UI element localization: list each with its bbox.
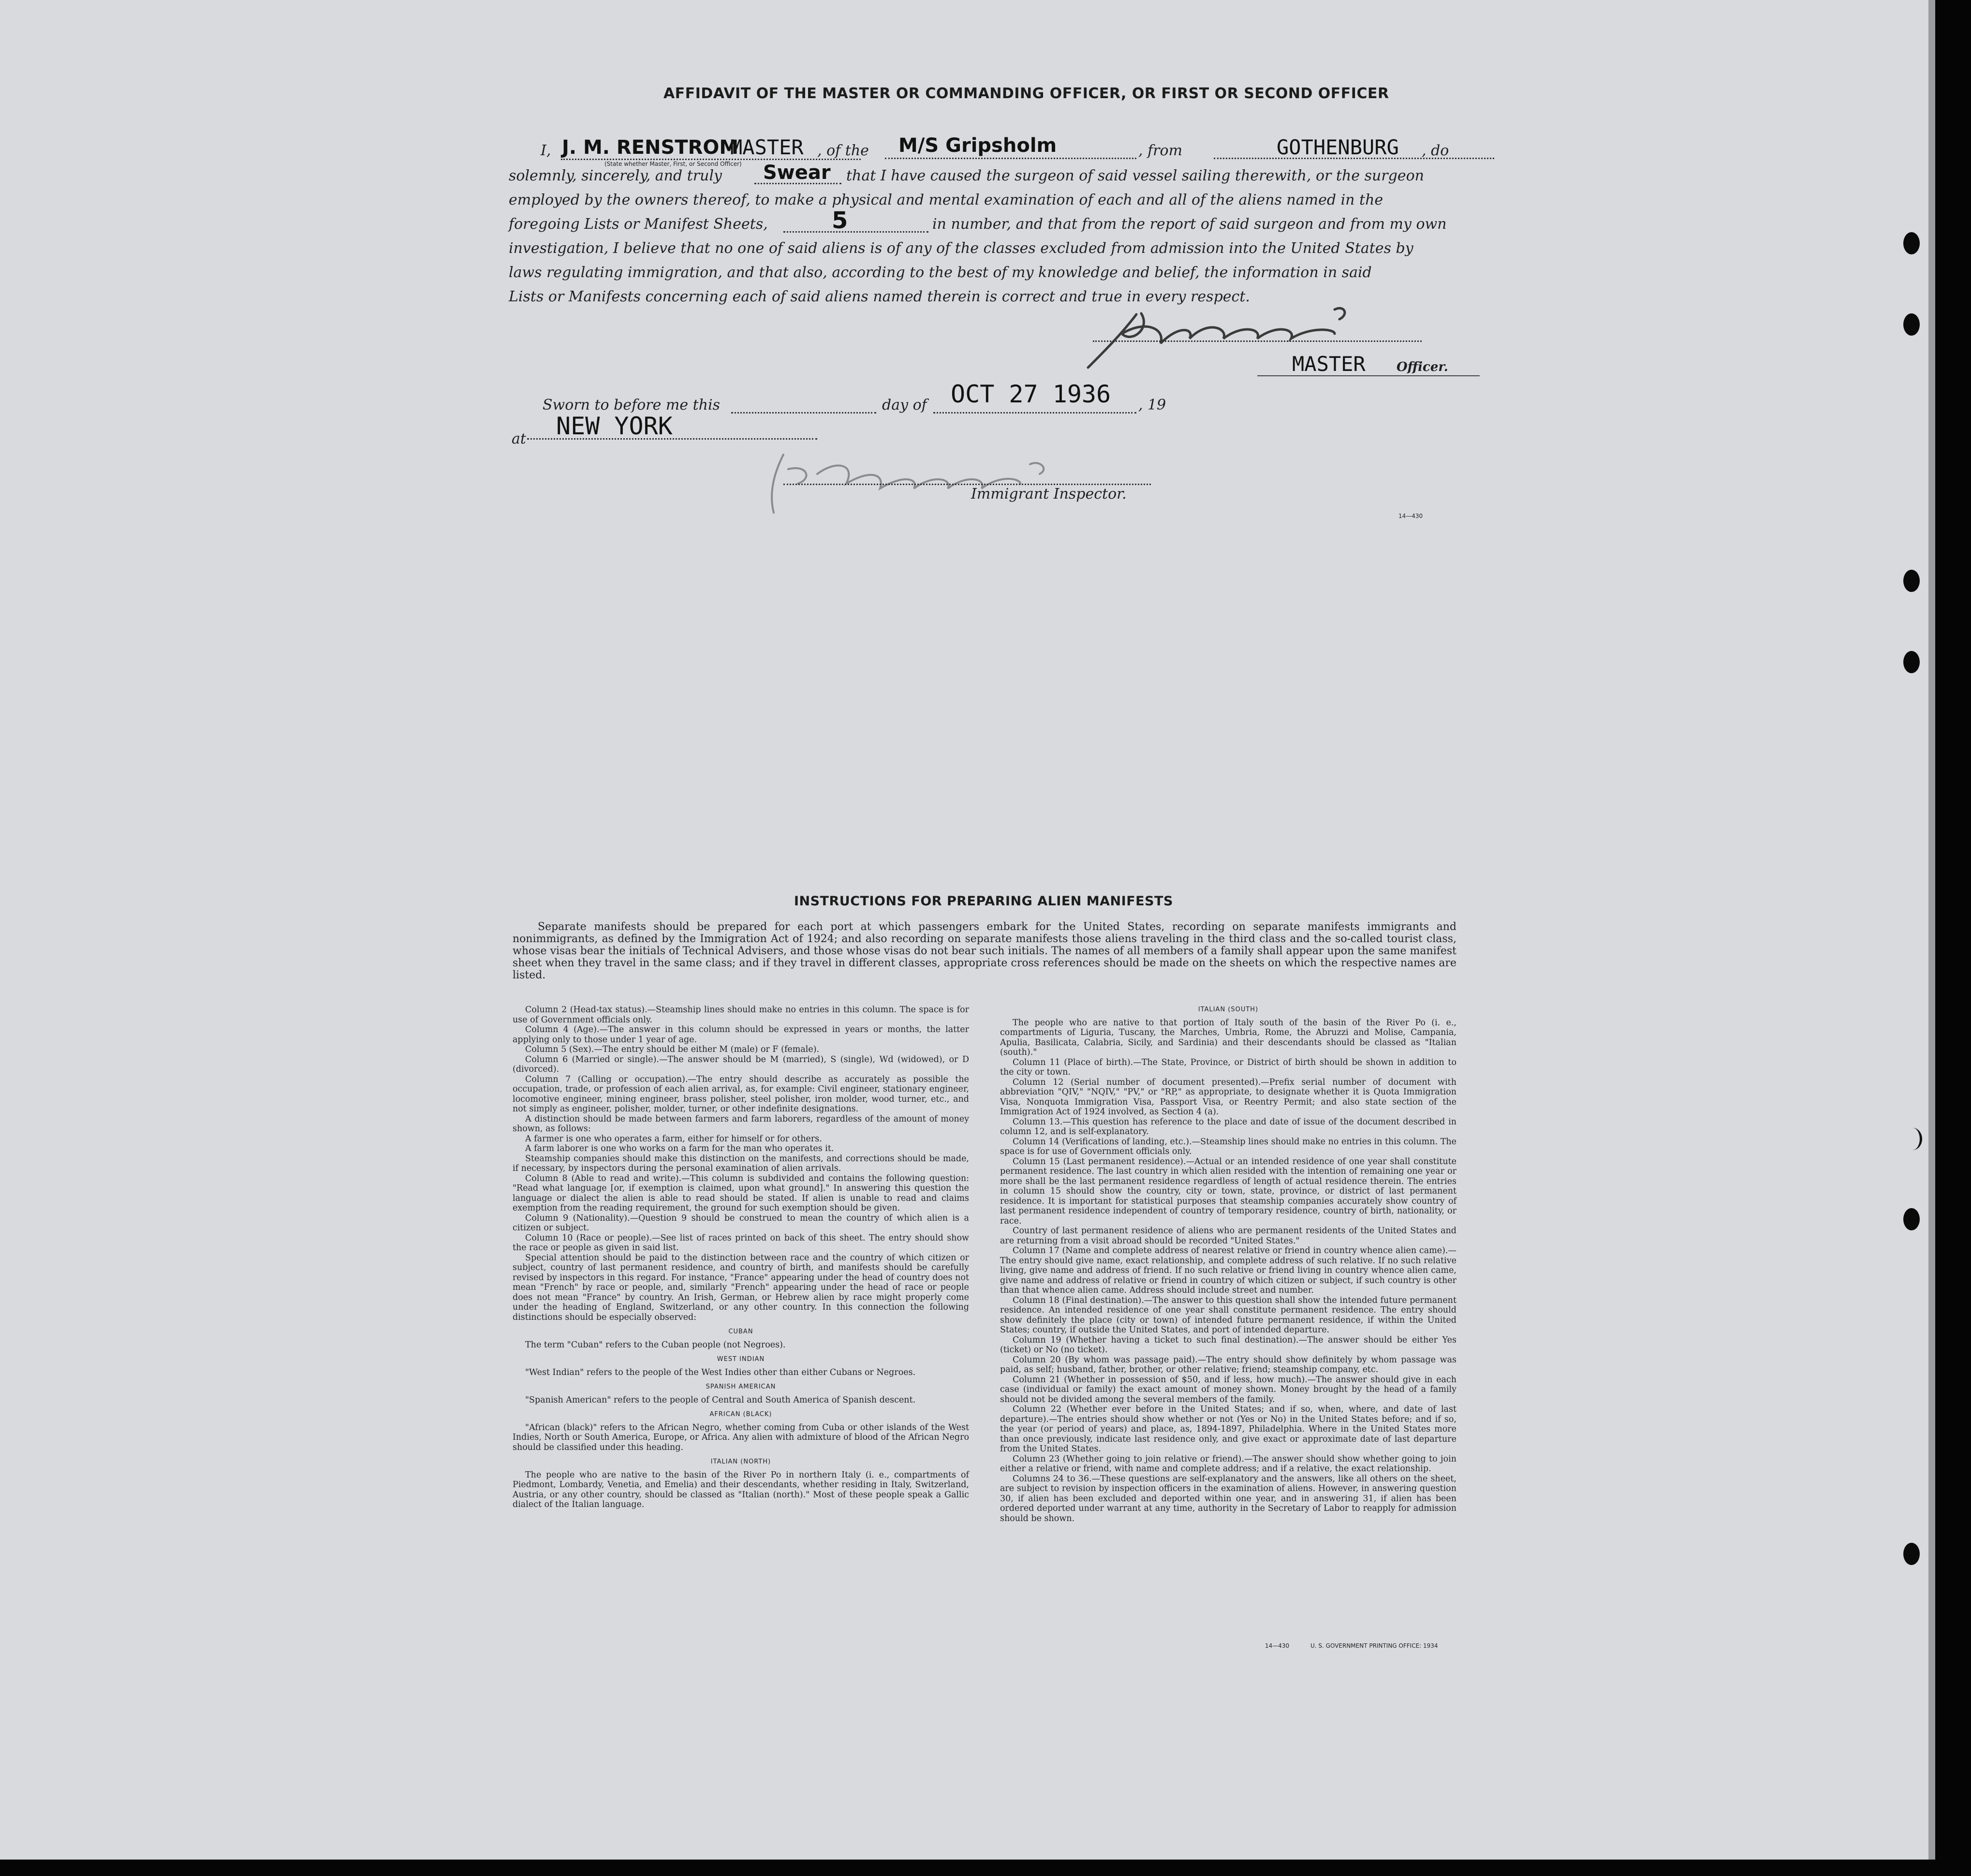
- sworn-place: NEW YORK: [556, 412, 673, 440]
- binder-hole: [1903, 232, 1920, 254]
- master-name: J. M. RENSTROM: [562, 136, 739, 159]
- left-paragraph: Column 8 (Able to read and write).—This column is subdivided and contains the following question: "Read what language [or, if exemption is claimed, upon what ground]." In answering this question the language or dialect the alien is able to read should be stated. If alien is unable to read and claims exemption from the reading requirement, the ground for such exemption should be given.: [513, 1173, 969, 1213]
- affidavit-line-2a: solemnly, sincerely, and truly: [509, 167, 722, 184]
- sheet-count: 5: [832, 207, 848, 234]
- vessel-name: M/S Gripsholm: [898, 134, 1057, 157]
- right-paragraph: Column 20 (By whom was passage paid).—The entry should show definitely by whom passage was paid, as self; husband, father, brother, or other relative; friend; steamship company, etc.: [1000, 1355, 1456, 1374]
- left-paragraph: A distinction should be made between farmers and farm laborers, regardless of the amount of money shown, as follows:: [513, 1114, 969, 1134]
- right-paragraph: Column 17 (Name and complete address of nearest relative or friend in country whence alien came).—The entry should give name, exact relationship, and complete address of such relative. If no such relative living, give name and address of friend. If no such relative or friend living in country whence alien came, give name and address of relative or friend in country of which citizen or subject, if such country is other than that whence alien came. Address should include street and number.: [1000, 1246, 1456, 1295]
- day-of-label: day of: [882, 397, 927, 414]
- sworn-date: OCT 27 1936: [951, 380, 1111, 408]
- section-heading-italian-south: ITALIAN (SOUTH): [1198, 1006, 1259, 1013]
- signature-line: [1093, 340, 1422, 342]
- section-text-cuban: The term "Cuban" refers to the Cuban people (not Negroes).: [525, 1340, 786, 1350]
- section-text-italian-north: The people who are native to the basin of the River Po in northern Italy (i. e., compartments of Piedmont, Lombardy, Venetia, and Emelia) and their descendants, whether residing in Italy, Switzerland, Austria, or any other country, should be classed as "Italian (north)." Most of these people speak a Gallic dialect of the Italian language.: [513, 1470, 969, 1509]
- section-text-african: "African (black)" refers to the African Negro, whether coming from Cuba or other islands of the West Indies, North or South America, Europe, or Africa. Any alien with admixture of blood of the African Negro should be classified under this heading.: [513, 1422, 969, 1452]
- inspector-label: Immigrant Inspector.: [971, 486, 1127, 502]
- sworn-day-line: [731, 412, 876, 414]
- left-paragraph: A farm laborer is one who works on a farm for the man who operates it.: [525, 1144, 834, 1153]
- binder-hole: [1903, 313, 1920, 336]
- right-paragraph: Column 11 (Place of birth).—The State, Province, or District of birth should be shown in addition to the city or town.: [1000, 1057, 1456, 1077]
- affidavit-line-3: employed by the owners thereof, to make a physical and mental examination of each and all of the aliens named in the: [509, 192, 1383, 208]
- do-label: , do: [1422, 142, 1449, 159]
- year-label: , 19: [1138, 397, 1166, 414]
- right-paragraph: Column 22 (Whether ever before in the United States; and if so, when, where, and date of last departure).—The entries should show whether or not (Yes or No) in the United States before; and if so, the year (or period of years) and place, as, 1894-1897, Philadelphia. Where in the United States more than once previously, indicate last residence only, and give exact or approximate date of last departure from the United States.: [1000, 1404, 1456, 1454]
- left-paragraph: Special attention should be paid to the distinction between race and the country of which citizen or subject, country of last permanent residence, and country of birth, and manifests should be carefully revised by inspectors in this regard. For instance, "France" appearing under the head of country does not mean "French" by race or people, and, similarly "French" appearing under the head of race or people does not mean "France" by country. An Irish, German, or Hebrew alien by race might properly come under the heading of England, Switzerland, or any other country. In this connection the following distinctions should be especially observed:: [513, 1253, 969, 1322]
- rank-note: (State whether Master, First, or Second Officer): [604, 161, 742, 167]
- affidavit-line-4b: in number, and that from the report of said surgeon and from my own: [932, 216, 1447, 233]
- place-line: [527, 438, 817, 440]
- sworn-date-line: [933, 412, 1136, 414]
- binder-hole: [1903, 570, 1920, 592]
- port-from: GOTHENBURG: [1277, 135, 1399, 159]
- of-the-label: , of the: [817, 142, 869, 159]
- at-label: at: [512, 430, 526, 447]
- binder-hole: [1903, 1543, 1920, 1565]
- inspector-line: [783, 484, 1151, 485]
- right-paragraph: The people who are native to that portion of Italy south of the basin of the River Po (i. e., compartments of Liguria, Tuscany, the Marches, Umbria, Rome, the Abruzzi and Molise, Campania, Apulia, Basilicata, Calabria, Sicily, and Sardinia) and their descendants should be classed as "Italian (south).": [1000, 1018, 1456, 1057]
- right-paragraph: Column 15 (Last permanent residence).—Actual or an intended residence of one year shall constitute permanent residence. The last country in which alien resided with the intention of remaining one year or more shall be the last permanent residence regardless of length of actual residence therein. The entries in column 15 should show the country, city or town, state, province, or district of last permanent residence. It is important for statistical purposes that steamship companies accurately show country of last permanent residence independent of country of temporary residence, country of birth, nationality, or race.: [1000, 1156, 1456, 1226]
- left-paragraph: Column 10 (Race or people).—See list of races printed on back of this sheet. The entry should show the race or people as given in said list.: [513, 1233, 969, 1253]
- right-paragraph: Column 23 (Whether going to join relative or friend).—The answer should show whether going to join either a relative or friend, with name and complete address; and if a relative, the exact relationship.: [1000, 1454, 1456, 1474]
- footer-printer: U. S. GOVERNMENT PRINTING OFFICE: 1934: [1310, 1642, 1438, 1649]
- left-paragraph: Column 2 (Head-tax status).—Steamship lines should make no entries in this column. The space is for use of Government officials only.: [513, 1005, 969, 1025]
- affidavit-line-4a: foregoing Lists or Manifest Sheets,: [509, 216, 768, 233]
- section-heading-spanish-american: SPANISH AMERICAN: [706, 1383, 776, 1390]
- left-paragraph: Column 7 (Calling or occupation).—The entry should describe as accurately as possible the occupation, trade, or profession of each alien arrival, as, for example: Civil engineer, stationary engineer, locomotive engineer, mining engineer, brass polisher, steel polisher, iron molder, wood turner, etc., and not simply as engineer, polisher, molder, turner, or other indefinite designations.: [513, 1074, 969, 1114]
- right-paragraph: Columns 24 to 36.—These questions are self-explanatory and the answers, like all others on the sheet, are subject to revision by inspection officers in the examination of aliens. However, in answering question 30, if alien has been excluded and deported within one year, and in answering 31, if alien has been ordered deported under warrant at any time, authority in the Secretary of Labor to reapply for admission should be shown.: [1000, 1474, 1456, 1523]
- left-paragraph: A farmer is one who operates a farm, either for himself or for others.: [525, 1134, 822, 1144]
- affidavit-line-6: laws regulating immigration, and that also, according to the best of my knowledge and belief, the information in said: [509, 264, 1372, 281]
- inspector-signature: [759, 445, 1059, 517]
- section-text-west-indian: "West Indian" refers to the people of the West Indies other than either Cubans or Negroes.: [525, 1367, 916, 1377]
- left-paragraph: Steamship companies should make this distinction on the manifests, and corrections should be made, if necessary, by inspectors during the personal examination of alien arrivals.: [513, 1153, 969, 1173]
- left-paragraph: Column 5 (Sex).—The entry should be either M (male) or F (female).: [525, 1045, 820, 1054]
- affidavit-line-2b: that I have caused the surgeon of said vessel sailing therewith, or the surgeon: [846, 167, 1424, 184]
- instructions-right-column: [1000, 1005, 1456, 1523]
- vessel-line: [885, 158, 1136, 159]
- section-heading-italian-north: ITALIAN (NORTH): [710, 1458, 771, 1465]
- right-paragraph: Column 13.—This question has reference to the place and date of issue of the document described in column 12, and is self-explanatory.: [1000, 1117, 1456, 1137]
- port-line: [1214, 158, 1494, 159]
- right-paragraph: Column 19 (Whether having a ticket to such final destination).—The answer should be either Yes (ticket) or No (no ticket).: [1000, 1335, 1456, 1355]
- officer-line: [1257, 375, 1480, 376]
- right-paragraph: Column 18 (Final destination).—The answer to this question shall show the intended future permanent residence. An intended residence of one year shall constitute permanent residence. The entry should show definitely the place (city or town) of intended future permanent residence, if within the United States; country, if outside the United States, and port of intended departure.: [1000, 1295, 1456, 1335]
- affidavit-line-5: investigation, I believe that no one of said aliens is of any of the classes excluded from admission into the United States by: [509, 240, 1413, 257]
- right-paragraph: Column 21 (Whether in possession of $50, and if less, how much).—The answer should give in each case (individual or family) the exact amount of money shown. Money brought by the head of a family should not be divided among the several members of the family.: [1000, 1374, 1456, 1404]
- sworn-label: Sworn to before me this: [543, 397, 721, 414]
- page-edge: [1928, 0, 1935, 1860]
- count-line: [783, 231, 928, 233]
- left-paragraph: Column 6 (Married or single).—The answer should be M (married), S (single), Wd (widowed), or D (divorced).: [513, 1054, 969, 1074]
- instructions-left-column: [513, 1005, 969, 1510]
- rank-line: [561, 159, 861, 160]
- form-number: 14—430: [1398, 513, 1423, 519]
- binder-hole: [1903, 1208, 1920, 1230]
- from-label: , from: [1138, 142, 1183, 159]
- right-paragraph: Column 14 (Verifications of landing, etc.).—Steamship lines should make no entries in this column. The space is for use of Government officials only.: [1000, 1137, 1456, 1156]
- oath-word: Swear: [763, 162, 831, 184]
- oath-line: [754, 183, 841, 184]
- instructions-intro: Separate manifests should be prepared for each port at which passengers embark for the United States, recording on separate manifests immigrants and nonimmigrants, as defined by the Immigration Act of 1924; and also recording on separate manifests those aliens traveling in the third class and the so-called tourist class, whose visas bear the initials of Technical Advisers, and those whose visas do not bear such initials. The names of all members of a family shall appear upon the same manifest sheet when they travel in the same class; and if they travel in different classes, appropriate cross references should be made on the sheets on which the respective names are listed.: [513, 921, 1456, 981]
- officer-title: MASTER: [1292, 352, 1366, 376]
- instructions-title: INSTRUCTIONS FOR PREPARING ALIEN MANIFESTS: [794, 894, 1173, 909]
- section-text-spanish-american: "Spanish American" refers to the people of Central and South America of Spanish descent.: [525, 1395, 916, 1405]
- right-paragraph: Country of last permanent residence of aliens who are permanent residents of the United States and are returning from a visit abroad should be recorded "United States.": [1000, 1226, 1456, 1246]
- affidavit-title: AFFIDAVIT OF THE MASTER OR COMMANDING OFFICER, OR FIRST OR SECOND OFFICER: [663, 85, 1389, 102]
- officer-label: Officer.: [1397, 360, 1448, 374]
- master-rank: MASTER: [730, 135, 804, 159]
- footer-form-number: 14—430: [1265, 1642, 1290, 1649]
- section-heading-west-indian: WEST INDIAN: [717, 1356, 765, 1363]
- binder-hole: [1903, 1128, 1922, 1150]
- left-paragraph: Column 9 (Nationality).—Question 9 should be construed to mean the country of which alien is a citizen or subject.: [513, 1213, 969, 1233]
- right-paragraph: Column 12 (Serial number of document presented).—Prefix serial number of document with abbreviation "QIV," "NQIV," "PV," or "RP," as appropriate, to designate whether it is Quota Immigration Visa, Nonquota Immigration Visa, Passport Visa, or Reentry Permit; and also state section of the Immigration Act of 1924 involved, as Section 4 (a).: [1000, 1077, 1456, 1117]
- binder-hole: [1903, 651, 1920, 673]
- affidavit-line-7: Lists or Manifests concerning each of said aliens named therein is correct and true in every respect.: [509, 288, 1250, 305]
- i-prefix: I,: [541, 142, 551, 159]
- section-heading-african: AFRICAN (BLACK): [709, 1411, 772, 1418]
- section-heading-cuban: CUBAN: [728, 1328, 753, 1335]
- left-paragraph: Column 4 (Age).—The answer in this column should be expressed in years or months, the latter applying only to those under 1 year of age.: [513, 1025, 969, 1045]
